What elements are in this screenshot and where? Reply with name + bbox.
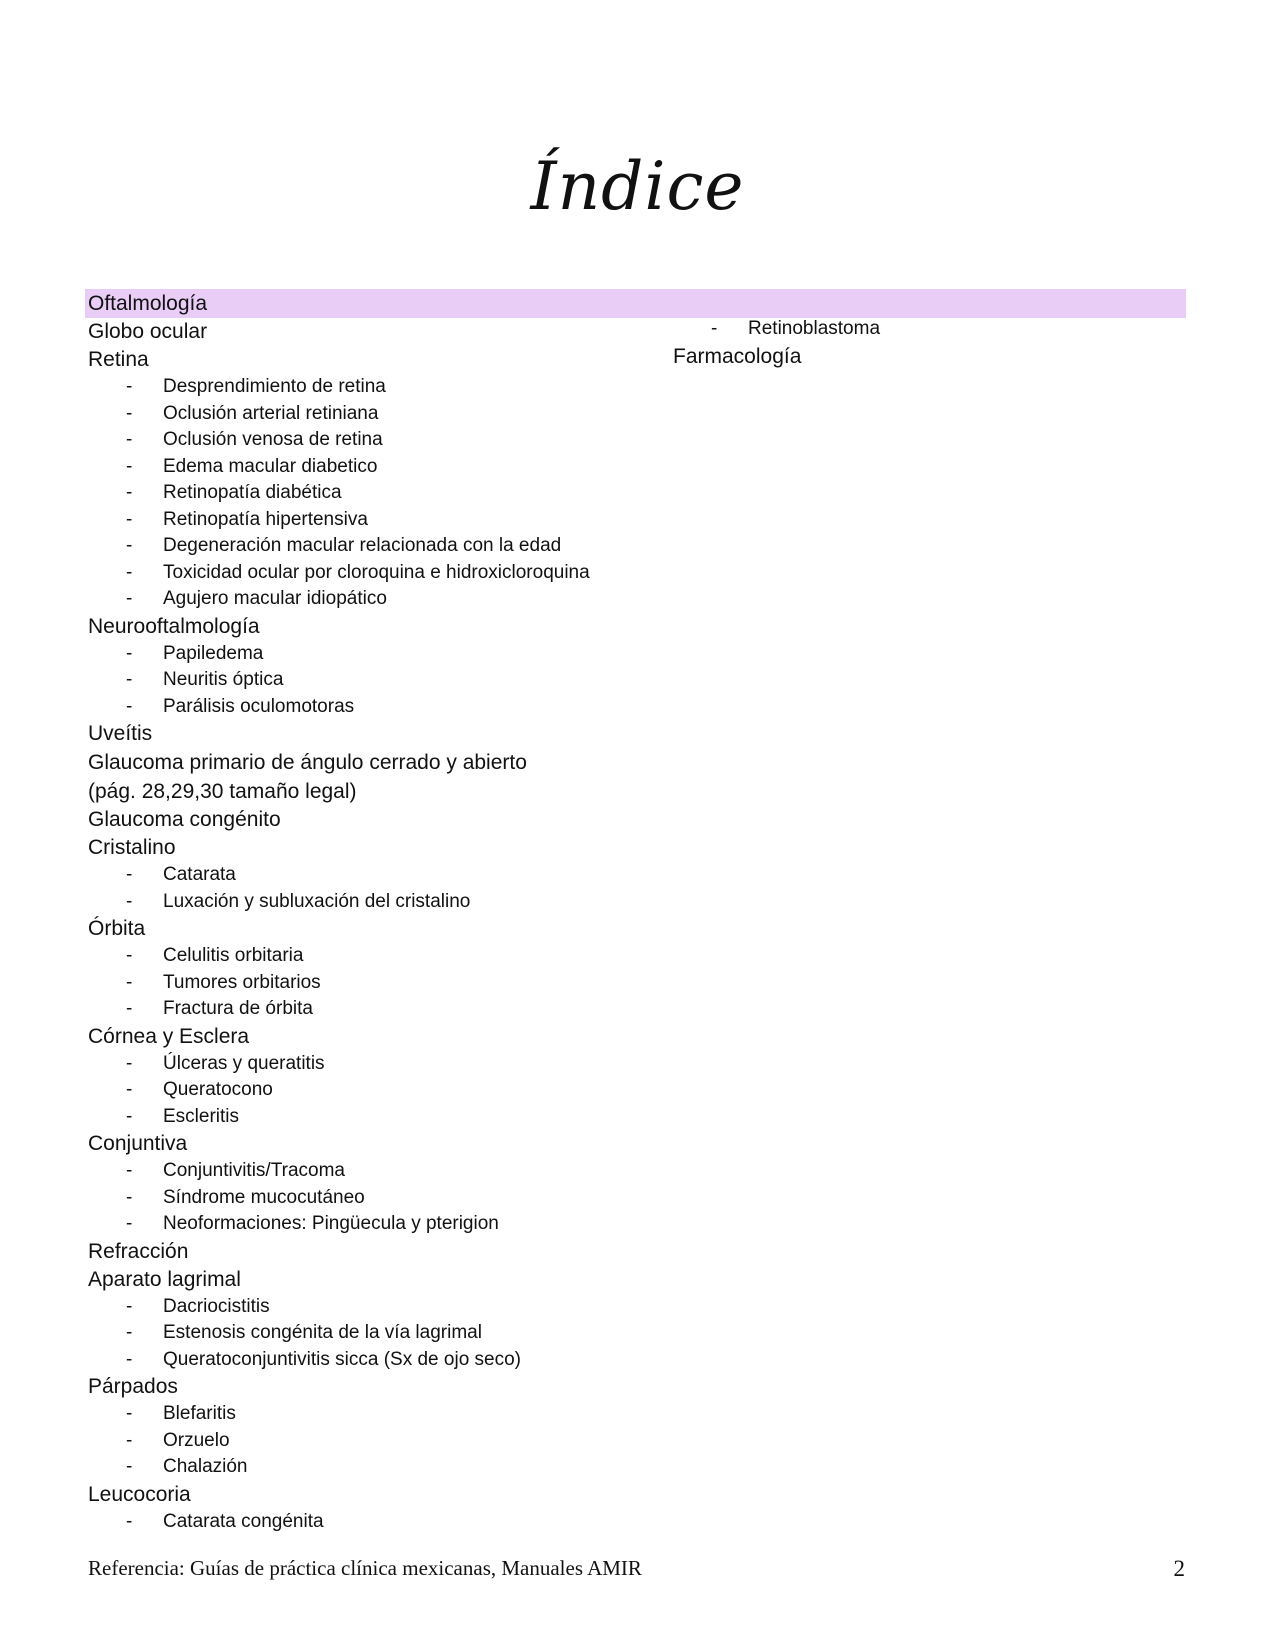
index-subitem: [88, 862, 648, 889]
index-subitem-label: Dacriocistitis: [163, 1295, 270, 1317]
index-subitem-label: Edema macular diabetico: [163, 455, 378, 477]
index-subitem-label: Retinopatía hipertensiva: [163, 508, 368, 530]
bullet-dash: -: [126, 535, 133, 556]
index-subitem-label: Oclusión arterial retiniana: [163, 402, 379, 424]
index-subitem-label: Papiledema: [163, 642, 264, 664]
bullet-dash: -: [126, 1295, 133, 1317]
index-subitem-label: Chalazión: [163, 1456, 248, 1477]
bullet-dash: -: [126, 588, 133, 609]
index-subitem: [88, 1509, 648, 1536]
index-subitem: [88, 374, 648, 401]
index-section-title: Aparato lagrimal: [88, 1267, 241, 1291]
index-subitem: [88, 1211, 648, 1238]
bullet-dash: -: [126, 376, 133, 397]
index-subitem: [88, 1104, 648, 1131]
index-subitem: [88, 943, 648, 970]
index-subitem-label: Queratoconjuntivitis sicca (Sx de ojo seco): [163, 1348, 521, 1370]
index-subitem-label: Síndrome mucocutáneo: [163, 1186, 365, 1208]
index-section-title: Glaucoma primario de ángulo cerrado y abierto (pág. 28,29,30 tamaño legal): [88, 751, 527, 803]
index-subitem: [88, 427, 648, 454]
bullet-dash: -: [126, 1186, 133, 1208]
index-section-title: Órbita: [88, 917, 146, 940]
index-section-title: Globo ocular: [88, 320, 208, 343]
index-subitem-label: Estenosis congénita de la vía lagrimal: [163, 1322, 482, 1343]
index-subitem: [88, 1347, 648, 1374]
index-subitem-label: Parálisis oculomotoras: [163, 695, 355, 717]
index-subitem: [88, 507, 648, 534]
bullet-dash: -: [126, 998, 133, 1019]
footer-reference: Referencia: Guías de práctica clínica mexicanas, Manuales AMIR: [88, 1556, 642, 1580]
index-subitem: [88, 1428, 648, 1455]
index-subitem: [88, 1294, 648, 1321]
bullet-dash: -: [126, 508, 133, 530]
bullet-dash: -: [126, 1510, 133, 1532]
index-right-column: [673, 316, 1173, 371]
index-subitem-label: Neoformaciones: Pingüecula y pterigion: [163, 1213, 499, 1234]
index-subitem-label: Blefaritis: [163, 1403, 236, 1424]
index-subitem-label: Celulitis orbitaria: [163, 945, 304, 966]
index-subitem: [88, 586, 648, 613]
index-subitem-label: Queratocono: [163, 1079, 273, 1100]
index-subitem: [88, 694, 648, 721]
page-title: Índice: [530, 148, 745, 225]
index-subitem-label: Escleritis: [163, 1105, 240, 1127]
page-number: 2: [1173, 1556, 1185, 1581]
bullet-dash: -: [126, 1403, 133, 1424]
index-subitem-label: Catarata congénita: [163, 1510, 324, 1532]
index-section-title: Uveítis: [88, 722, 153, 745]
section-heading-band: [85, 289, 1186, 318]
index-subitem-label: Neuritis óptica: [163, 669, 284, 690]
index-subitem-label: Tumores orbitarios: [163, 971, 321, 993]
index-subitem: [88, 1454, 648, 1481]
index-subitem-label: Agujero macular idiopático: [163, 588, 387, 609]
index-subitem-label: Orzuelo: [163, 1429, 230, 1451]
index-subitem: [88, 1185, 648, 1212]
index-subitem: [673, 316, 1173, 343]
index-subitem: [88, 1401, 648, 1428]
index-subitem-label: Desprendimiento de retina: [163, 376, 386, 397]
index-left-column: [88, 318, 648, 1535]
index-subitem: [88, 401, 648, 428]
index-subitem-label: Toxicidad ocular por cloroquina e hidroxicloroquina: [163, 561, 590, 583]
index-subitem-label: Catarata: [163, 864, 236, 885]
index-subitem: [88, 1077, 648, 1104]
index-subitem-label: Úlceras y queratitis: [163, 1052, 325, 1074]
index-subitem: [88, 970, 648, 997]
index-subitem: [88, 454, 648, 481]
bullet-dash: -: [126, 1429, 133, 1451]
index-subitem-label: Fractura de órbita: [163, 998, 313, 1019]
bullet-dash: -: [126, 402, 133, 424]
index-section-title: Conjuntiva: [88, 1132, 188, 1155]
bullet-dash: -: [126, 1348, 133, 1370]
index-section-title: Cristalino: [88, 836, 176, 859]
index-subitem: [88, 889, 648, 916]
index-section-title: Glaucoma congénito: [88, 808, 281, 831]
index-subitem: [88, 996, 648, 1023]
index-subitem: [88, 667, 648, 694]
index-subitem: [88, 560, 648, 587]
index-subitem-label: Retinopatía diabética: [163, 482, 342, 503]
index-subitem: [88, 1051, 648, 1078]
bullet-dash: -: [126, 890, 133, 912]
bullet-dash: -: [126, 971, 133, 993]
bullet-dash: -: [126, 669, 133, 690]
index-subitem-label: Conjuntivitis/Tracoma: [163, 1160, 345, 1181]
index-section-title: Párpados: [88, 1375, 178, 1398]
section-heading: Oftalmología: [88, 292, 208, 315]
index-subitem: [88, 641, 648, 668]
bullet-dash: -: [126, 695, 133, 717]
index-section-title: Farmacología: [673, 344, 802, 368]
index-section-title: Leucocoria: [88, 1482, 191, 1506]
bullet-dash: -: [126, 1322, 133, 1343]
index-section-title: Córnea y Esclera: [88, 1024, 250, 1048]
bullet-dash: -: [126, 1160, 133, 1181]
index-subitem: [88, 1158, 648, 1185]
bullet-dash: -: [126, 1079, 133, 1100]
index-section-title: Retina: [88, 348, 149, 371]
bullet-dash: -: [126, 642, 133, 664]
bullet-dash: -: [126, 945, 133, 966]
bullet-dash: -: [126, 482, 133, 503]
index-section-title: Neurooftalmología: [88, 614, 260, 638]
index-subitem: [88, 533, 648, 560]
index-subitem: [88, 480, 648, 507]
index-section-title: Refracción: [88, 1239, 189, 1263]
index-subitem: [88, 1320, 648, 1347]
bullet-dash: -: [126, 1105, 133, 1127]
bullet-dash: -: [126, 864, 133, 885]
bullet-dash: -: [126, 1052, 133, 1074]
bullet-dash: -: [126, 429, 133, 450]
index-subitem-label: Degeneración macular relacionada con la edad: [163, 535, 562, 556]
bullet-dash: -: [711, 318, 718, 339]
index-subitem-label: Retinoblastoma: [748, 318, 881, 339]
bullet-dash: -: [126, 1213, 133, 1234]
index-subitem-label: Oclusión venosa de retina: [163, 429, 383, 450]
index-subitem-label: Luxación y subluxación del cristalino: [163, 890, 471, 912]
bullet-dash: -: [126, 1456, 133, 1477]
bullet-dash: -: [126, 561, 133, 583]
bullet-dash: -: [126, 455, 133, 477]
